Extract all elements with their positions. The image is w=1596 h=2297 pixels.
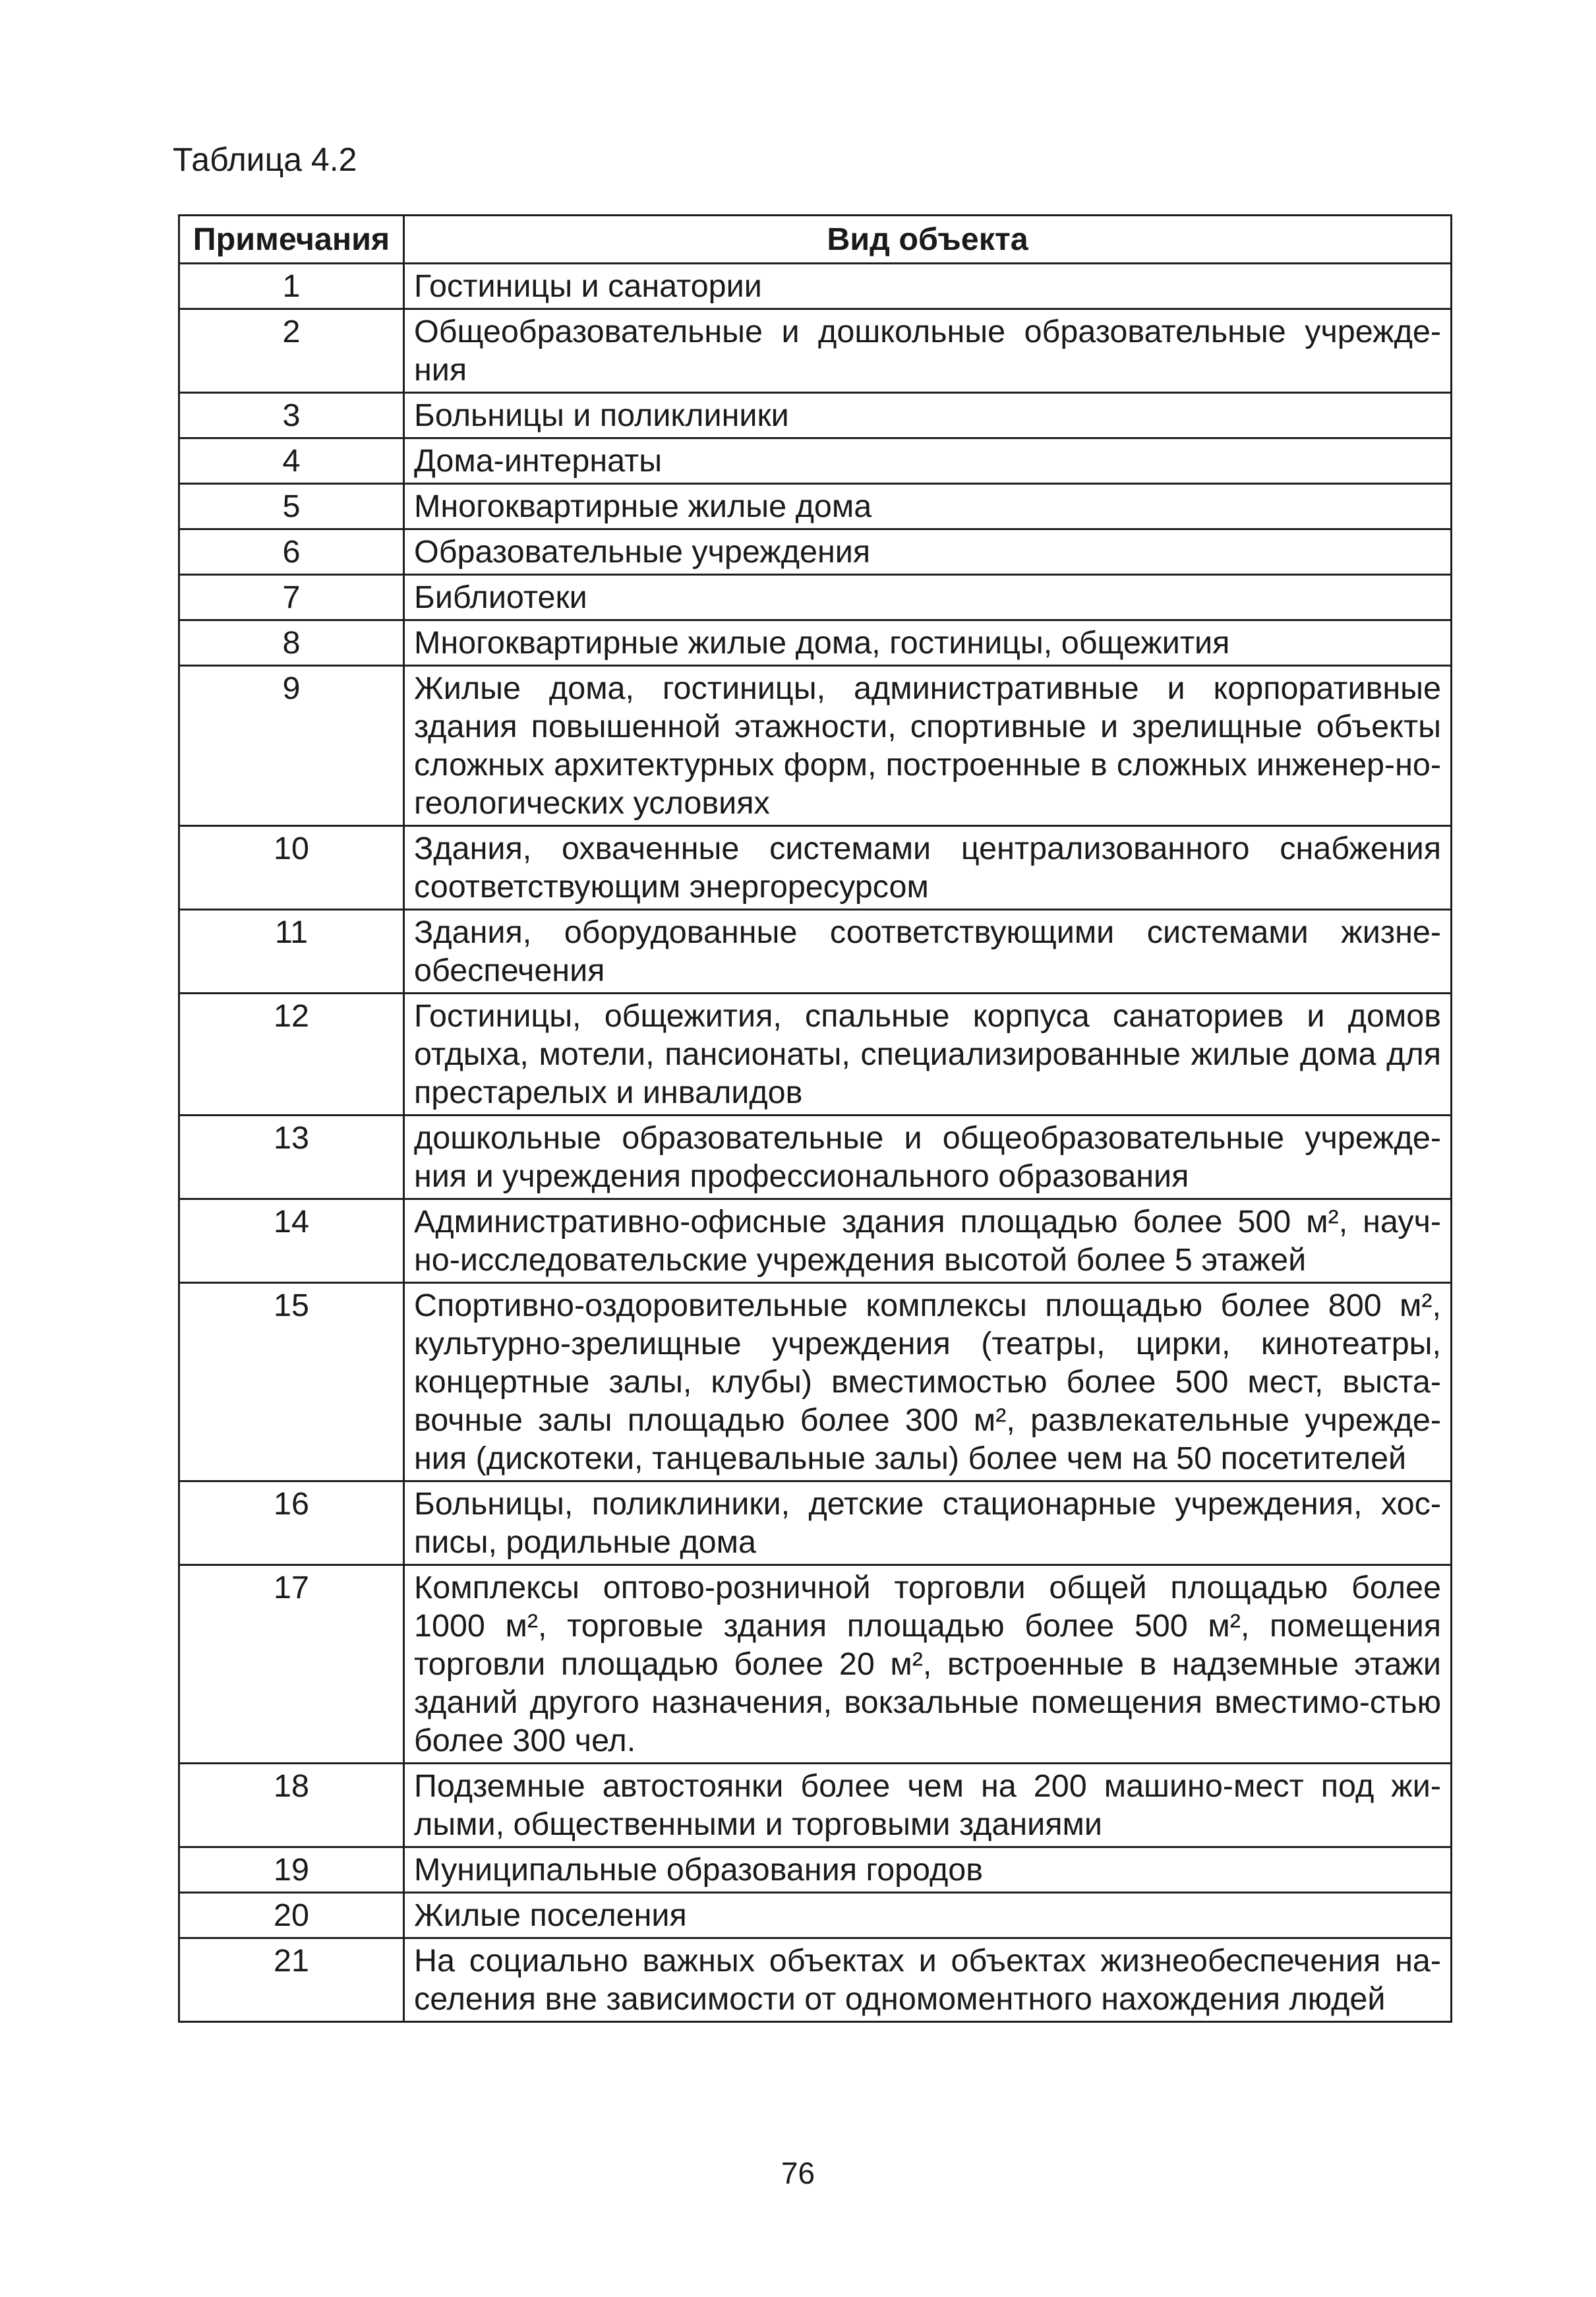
- row-description: Общеобразовательные и дошкольные образовательные учрежде-ния: [404, 309, 1452, 393]
- table-caption: Таблица 4.2: [173, 141, 357, 178]
- row-description: Административно-офисные здания площадью более 500 м², науч-но-исследовательские учреждения высотой более 5 этажей: [404, 1199, 1452, 1283]
- table-row: [179, 393, 1452, 438]
- row-number: 18: [179, 1764, 404, 1847]
- table-row: [179, 438, 1452, 484]
- table-row: [179, 1565, 1452, 1764]
- row-number: 5: [179, 484, 404, 529]
- row-number: 8: [179, 620, 404, 666]
- row-number: 11: [179, 910, 404, 994]
- table-row: [179, 1199, 1452, 1283]
- table-row: [179, 309, 1452, 393]
- row-description: Библиотеки: [404, 575, 1452, 620]
- row-number: 4: [179, 438, 404, 484]
- row-description: Дома-интернаты: [404, 438, 1452, 484]
- table-row: [179, 1847, 1452, 1893]
- table-header-row: [179, 216, 1452, 264]
- table-row: [179, 484, 1452, 529]
- row-description: Гостиницы, общежития, спальные корпуса санаториев и домов отдыха, мотели, пансионаты, специализированные жилые дома для престарелых и инвалидов: [404, 994, 1452, 1116]
- row-number: 3: [179, 393, 404, 438]
- table-row: [179, 910, 1452, 994]
- header-object-type: Вид объекта: [404, 216, 1452, 264]
- table-row: [179, 620, 1452, 666]
- row-description: Жилые дома, гостиницы, административные и корпоративные здания повышенной этажности, спортивные и зрелищные объекты сложных архитектурных форм, построенные в сложных инженер-но-геологических условиях: [404, 666, 1452, 826]
- row-description: Образовательные учреждения: [404, 529, 1452, 575]
- table-row: [179, 575, 1452, 620]
- row-description: Здания, охваченные системами централизованного снабжения соответствующим энергоресурсом: [404, 826, 1452, 910]
- row-number: 9: [179, 666, 404, 826]
- row-number: 10: [179, 826, 404, 910]
- row-number: 15: [179, 1283, 404, 1481]
- row-description: Здания, оборудованные соответствующими системами жизне-обеспечения: [404, 910, 1452, 994]
- row-number: 19: [179, 1847, 404, 1893]
- table-row: [179, 529, 1452, 575]
- row-description: Многоквартирные жилые дома: [404, 484, 1452, 529]
- table-row: [179, 1481, 1452, 1565]
- table-row: [179, 1283, 1452, 1481]
- row-description: Гостиницы и санатории: [404, 264, 1452, 309]
- table-row: [179, 1893, 1452, 1938]
- row-description: дошкольные образовательные и общеобразовательные учрежде-ния и учреждения профессионального образования: [404, 1116, 1452, 1199]
- table-row: [179, 826, 1452, 910]
- header-notes: Примечания: [179, 216, 404, 264]
- row-description: Муниципальные образования городов: [404, 1847, 1452, 1893]
- table-row: [179, 1764, 1452, 1847]
- row-number: 17: [179, 1565, 404, 1764]
- row-description: Жилые поселения: [404, 1893, 1452, 1938]
- row-number: 20: [179, 1893, 404, 1938]
- row-description: Больницы и поликлиники: [404, 393, 1452, 438]
- row-number: 16: [179, 1481, 404, 1565]
- row-number: 12: [179, 994, 404, 1116]
- row-description: Комплексы оптово-розничной торговли общей площадью более 1000 м², торговые здания площадью более 500 м², помещения торговли площадью более 20 м², встроенные в надземные этажи зданий другого назначения, вокзальные помещения вместимо-стью более 300 чел.: [404, 1565, 1452, 1764]
- table-row: [179, 264, 1452, 309]
- row-description: Подземные автостоянки более чем на 200 машино-мест под жи-лыми, общественными и торговыми зданиями: [404, 1764, 1452, 1847]
- table-row: [179, 1938, 1452, 2022]
- row-number: 13: [179, 1116, 404, 1199]
- row-number: 1: [179, 264, 404, 309]
- table-row: [179, 666, 1452, 826]
- row-description: На социально важных объектах и объектах жизнеобеспечения на-селения вне зависимости от одномоментного нахождения людей: [404, 1938, 1452, 2022]
- row-description: Больницы, поликлиники, детские стационарные учреждения, хос-писы, родильные дома: [404, 1481, 1452, 1565]
- row-description: Спортивно-оздоровительные комплексы площадью более 800 м², культурно-зрелищные учреждения (театры, цирки, кинотеатры, концертные залы, клубы) вместимостью более 500 мест, выста-вочные залы площадью более 300 м², развлекательные учрежде-ния (дискотеки, танцевальные залы) более чем на 50 посетителей: [404, 1283, 1452, 1481]
- row-description: Многоквартирные жилые дома, гостиницы, общежития: [404, 620, 1452, 666]
- row-number: 2: [179, 309, 404, 393]
- objects-table: [178, 214, 1452, 2023]
- row-number: 7: [179, 575, 404, 620]
- table-row: [179, 994, 1452, 1116]
- page-number: 76: [781, 2156, 815, 2190]
- row-number: 21: [179, 1938, 404, 2022]
- table-row: [179, 1116, 1452, 1199]
- row-number: 6: [179, 529, 404, 575]
- row-number: 14: [179, 1199, 404, 1283]
